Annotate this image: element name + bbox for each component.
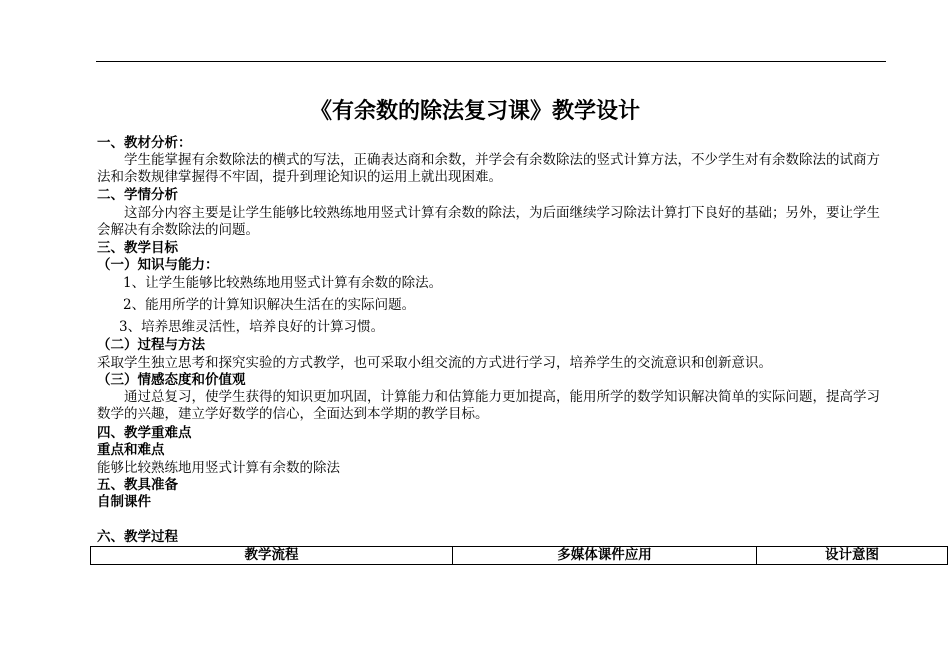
section-2-heading: 二、学情分析 [97,187,178,203]
document-title: 《有余数的除法复习课》教学设计 [309,99,640,124]
section-3-1-heading: （一）知识与能力： [97,257,219,273]
column-header-intent: 设计意图 [757,547,948,565]
section-3-2-heading: （二）过程与方法 [97,337,205,353]
section-6-heading: 六、教学过程 [97,529,178,545]
section-5-heading: 五、教具准备 [97,477,178,493]
objective-item-1: 1、让学生能够比较熟练地用竖式计算有余数的除法。 [123,275,443,291]
section-5-text: 自制课件 [97,494,151,510]
section-2-text: 这部分内容主要是让学生能够比较熟练地用竖式计算有余数的除法，为后面继续学习除法计算打下良好的基础；另外，要让学生会解决有余数除法的问题。 [97,205,880,238]
section-3-3-text: 通过总复习，使学生获得的知识更加巩固，计算能力和估算能力更加提高，能用所学的数学知识解决简单的实际问题，提高学习数学的兴趣，建立学好数学的信心，全面达到本学期的教学目标。 [97,389,880,422]
section-4-text: 能够比较熟练地用竖式计算有余数的除法 [97,460,340,476]
process-table [90,546,948,565]
section-3-3-heading: （三）情感态度和价值观 [97,372,246,388]
section-3-heading: 三、教学目标 [97,240,178,256]
column-header-flow: 教学流程 [91,547,453,565]
objective-item-3: 3、培养思维灵活性，培养良好的计算习惯。 [119,319,385,335]
section-4-subheading: 重点和难点 [97,442,165,458]
section-4-heading: 四、教学重难点 [97,425,192,441]
column-header-multimedia: 多媒体课件应用 [453,547,757,565]
section-1-text: 学生能掌握有余数除法的横式的写法，正确表达商和余数，并学会有余数除法的竖式计算方法，不少学生对有余数除法的试商方法和余数规律掌握得不牢固，提升到理论知识的运用上就出现困难。 [97,152,880,185]
table-header-row [91,547,948,565]
section-3-2-text: 采取学生独立思考和探究实验的方式教学，也可采取小组交流的方式进行学习，培养学生的交流意识和创新意识。 [97,355,772,371]
header-rule [96,61,886,62]
objective-item-2: 2、能用所学的计算知识解决生活在的实际问题。 [123,297,416,313]
section-1-heading: 一、教材分析： [97,135,192,151]
